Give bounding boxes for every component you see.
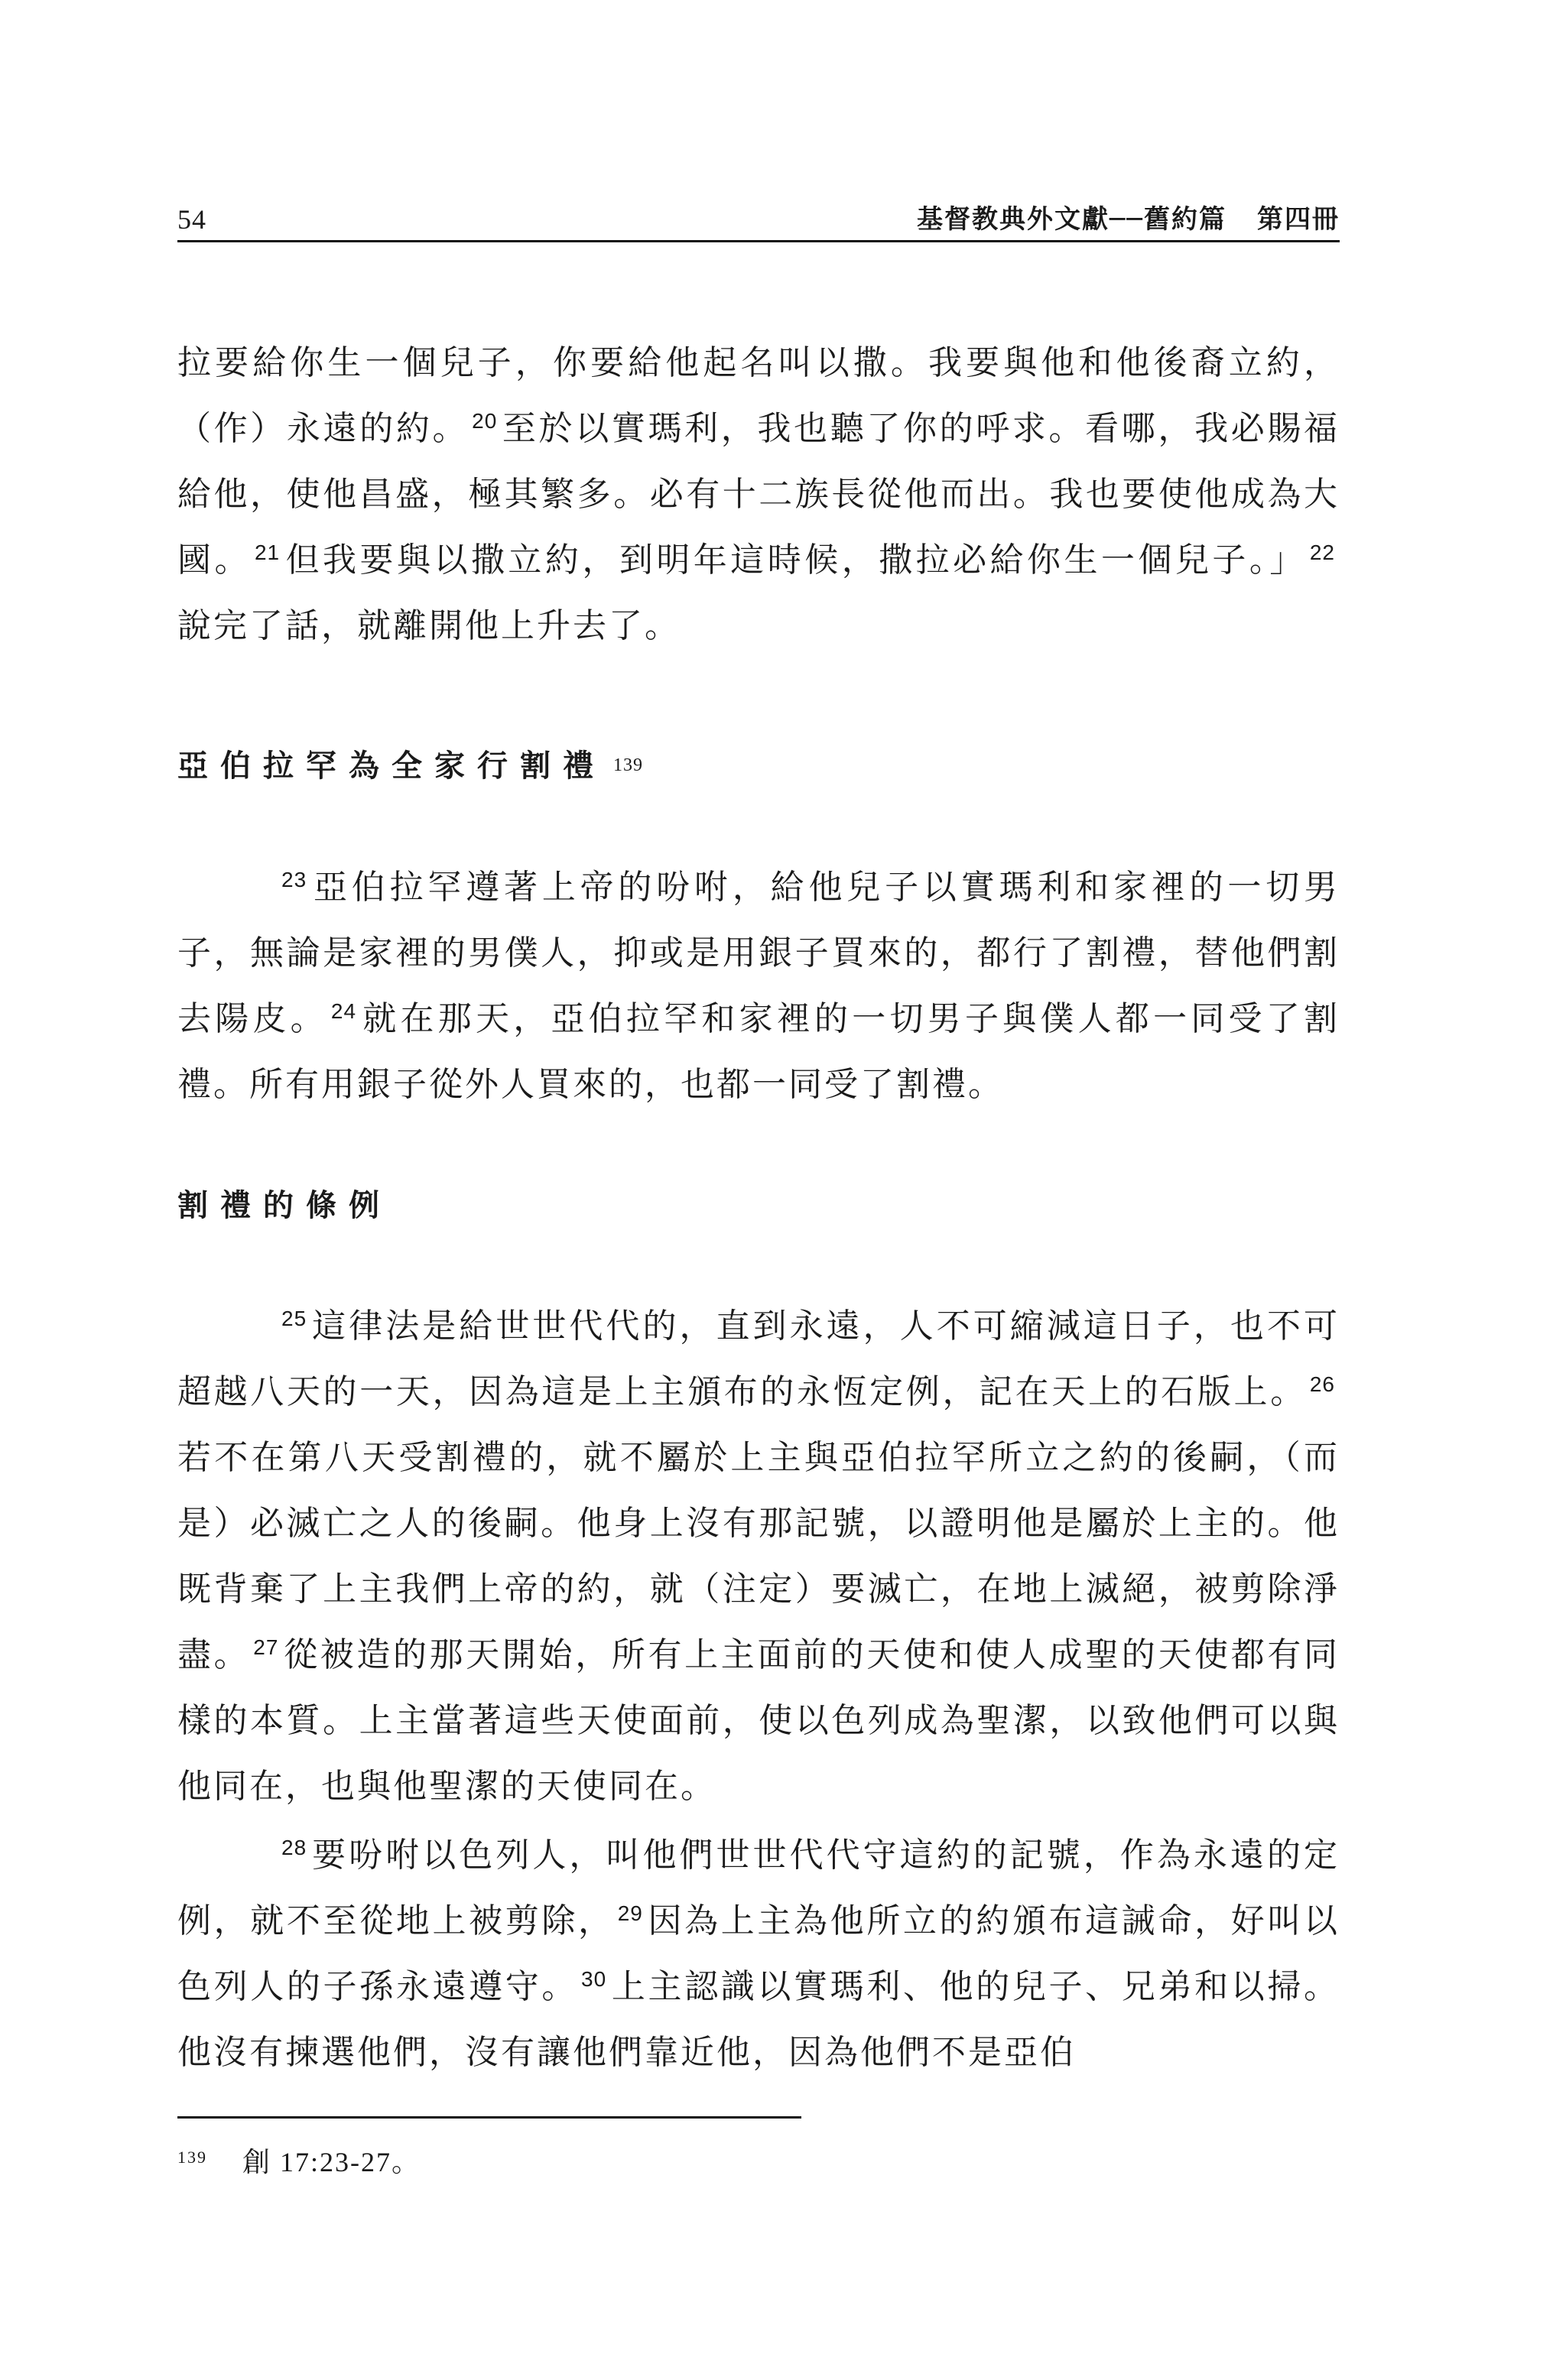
paragraph-text: 上主認識以實瑪利、他的兒子、兄弟和以掃。他沒有揀選他們，沒有讓他們靠近他，因為他們不是亞伯 (177, 1967, 1340, 2072)
verse-number: 28 (281, 1835, 307, 1859)
running-title (917, 198, 1340, 235)
verse-number: 24 (330, 998, 357, 1023)
book-title: 基督教典外文獻──舊約篇 (917, 204, 1226, 235)
footnote-text: 創 17:23-27。 (242, 2147, 421, 2177)
footnote-number: 139 (177, 2148, 207, 2167)
section1-paragraph (177, 855, 1340, 1118)
paragraph-text: 亞伯拉罕遵著上帝的吩咐，給他兒子以實瑪利和家裡的一切男子，無論是家裡的男僕人，抑或是用銀子買來的，都行了割禮，替他們割去陽皮。 (177, 868, 1340, 1038)
footnote (177, 2141, 421, 2180)
paragraph-text: 從被造的那天開始，所有上主面前的天使和使人成聖的天使都有同樣的本質。上主當著這些天使面前，使以色列成為聖潔，以致他們可以與他同在，也與他聖潔的天使同在。 (177, 1635, 1340, 1806)
section2-paragraph (177, 1823, 1340, 2086)
intro-text: 至於以實瑪利，我也聽了你的呼求。看哪，我必賜福給他，使他昌盛，極其繁多。必有十二族長從他而出。我也要使他成為大國。 (177, 409, 1340, 580)
verse-number: 22 (1309, 540, 1336, 564)
paragraph-text: 因為上主為他所立的約頒布這誡命，好叫以色列人的子孫永遠遵守。 (177, 1901, 1340, 2006)
volume-label: 第四冊 (1257, 204, 1340, 235)
section-heading (177, 1181, 392, 1225)
paragraph-text: 就在那天，亞伯拉罕和家裡的一切男子與僕人都一同受了割禮。所有用銀子從外人買來的，也都一同受了割禮。 (177, 999, 1340, 1104)
verse-number: 20 (472, 408, 498, 433)
section-heading-text: 割禮的條例 (177, 1188, 392, 1223)
footnote-reference: 139 (613, 755, 643, 775)
page-number: 54 (177, 204, 206, 235)
section2-paragraph (177, 1294, 1340, 1820)
section-heading (177, 742, 643, 785)
verse-number: 27 (253, 1635, 279, 1659)
verse-number: 30 (581, 1966, 607, 1991)
intro-text: 但我要與以撒立約，到明年這時候，撒拉必給你生一個兒子。」 (284, 541, 1307, 580)
section-heading-text: 亞伯拉罕為全家行割禮 (177, 748, 606, 784)
verse-number: 21 (254, 540, 281, 564)
footnote-divider (177, 2116, 801, 2119)
intro-text: 說完了話，就離開他上升去了。 (177, 606, 681, 645)
verse-number: 29 (617, 1901, 643, 1925)
paragraph-text: 這律法是給世世代代的，直到永遠，人不可縮減這日子，也不可超越八天的一天，因為這是上主頒布的永恆定例，記在天上的石版上。 (177, 1307, 1340, 1411)
verse-number: 25 (281, 1306, 307, 1330)
paragraph-text: 若不在第八天受割禮的，就不屬於上主與亞伯拉罕所立之約的後嗣，（而是）必滅亡之人的後嗣。他身上沒有那記號，以證明他是屬於上主的。他既背棄了上主我們上帝的約，就（注定）要滅亡，在地上滅絕，被剪除淨盡。 (177, 1438, 1340, 1674)
intro-paragraph (177, 330, 1340, 659)
paragraph-text: 要吩咐以色列人，叫他們世世代代守這約的記號，作為永遠的定例，就不至從地上被剪除， (177, 1836, 1340, 1940)
verse-number: 23 (281, 867, 307, 891)
intro-text: 拉要給你生一個兒子，你要給他起名叫以撒。我要與他和他後裔立約，（作）永遠的約。 (177, 343, 1340, 448)
running-header (177, 197, 1340, 242)
verse-number: 26 (1309, 1372, 1335, 1396)
